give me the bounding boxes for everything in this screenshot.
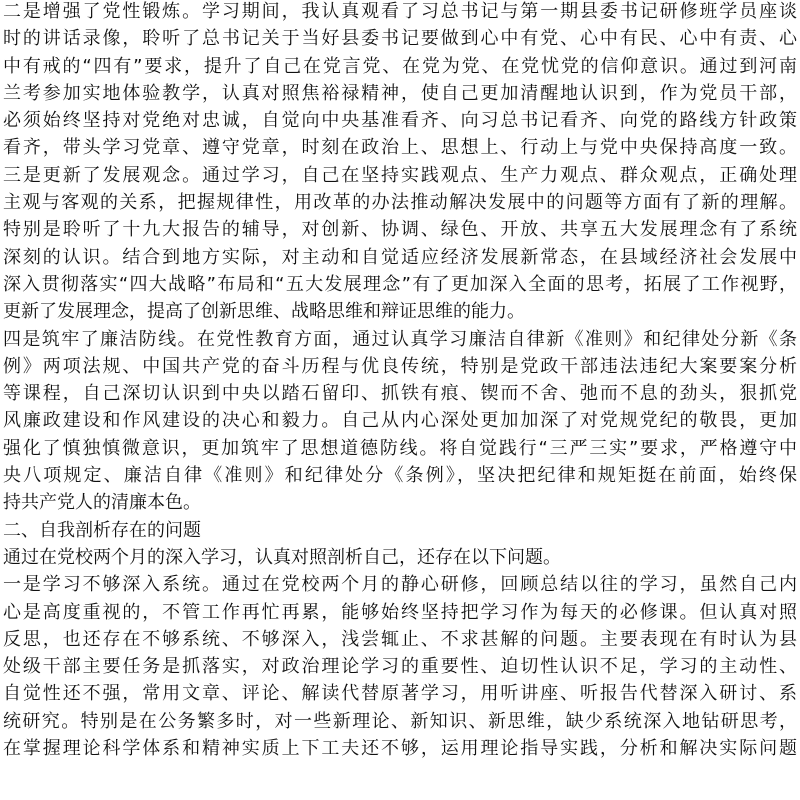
text-line: 自觉性还不强，常用文章、评论、解读代替原著学习，用听讲座、听报告代替深入研讨、系 xyxy=(3,683,797,705)
text-line: 通过在党校两个月的深入学习，认真对照剖析自己，还存在以下问题。 xyxy=(3,546,561,568)
text-line: 统研究。特别是在公务繁多时，对一些新理论、新知识、新思维，缺少系统深入地钻研思考， xyxy=(3,710,797,732)
text-line: 中有戒的“四有”要求，提升了自己在党言党、在党为党、在党忧党的信仰意识。通过到河南 xyxy=(3,55,797,77)
document-text xyxy=(3,0,797,762)
text-line: 兰考参加实地体验教学，认真对照焦裕禄精神，使自己更加清醒地认识到，作为党员干部， xyxy=(3,82,797,104)
text-line: 主观与客观的关系，把握规律性，用改革的办法推动解决发展中的问题等方面有了新的理解。 xyxy=(3,192,797,214)
text-line: 二、自我剖析存在的问题 xyxy=(3,519,201,541)
text-line: 强化了慎独慎微意识，更加筑牢了思想道德防线。将自觉践行“三严三实”要求，严格遵守中 xyxy=(3,437,797,459)
text-line: 看齐，带头学习党章、遵守党章，时刻在政治上、思想上、行动上与党中央保持高度一致。 xyxy=(3,137,797,159)
text-line: 一是学习不够深入系统。通过在党校两个月的静心研修，回顾总结以往的学习，虽然自己内 xyxy=(3,574,797,596)
text-line: 深刻的认识。结合到地方实际，对主动和自觉适应经济发展新常态，在县域经济社会发展中 xyxy=(3,246,797,268)
text-line: 例》两项法规、中国共产党的奋斗历程与优良传统，特别是党政干部违法违纪大案要案分析 xyxy=(3,355,797,377)
text-line: 深入贯彻落实“四大战略”布局和“五大发展理念”有了更加深入全面的思考，拓展了工作视野， xyxy=(3,273,797,295)
text-line: 心是高度重视的，不管工作再忙再累，能够始终坚持把学习作为每天的必修课。但认真对照 xyxy=(3,601,797,623)
text-line: 四是筑牢了廉洁防线。在党性教育方面，通过认真学习廉洁自律新《准则》和纪律处分新《条 xyxy=(3,328,797,350)
text-line: 更新了发展理念，提高了创新思维、战略思维和辩证思维的能力。 xyxy=(3,301,525,323)
text-line: 处级干部主要任务是抓落实，对政治理论学习的重要性、迫切性认识不足，学习的主动性、 xyxy=(3,656,797,678)
text-line: 时的讲话录像，聆听了总书记关于当好县委书记要做到心中有党、心中有民、心中有责、心 xyxy=(3,28,797,50)
text-line: 必须始终坚持对党绝对忠诚，自觉向中央基准看齐、向习总书记看齐、向党的路线方针政策 xyxy=(3,110,797,132)
text-line: 等课程，自己深切认识到中央以踏石留印、抓铁有痕、锲而不舍、弛而不息的劲头，狠抓党 xyxy=(3,383,797,405)
text-line: 反思，也还存在不够系统、不够深入，浅尝辄止、不求甚解的问题。主要表现在有时认为县 xyxy=(3,628,797,650)
text-line: 二是增强了党性锻炼。学习期间，我认真观看了习总书记与第一期县委书记研修班学员座谈 xyxy=(3,1,797,22)
text-line: 风廉政建设和作风建设的决心和毅力。自己从内心深处更加加深了对党规党纪的敬畏，更加 xyxy=(3,410,797,432)
text-line: 持共产党人的清廉本色。 xyxy=(3,492,201,514)
text-line: 三是更新了发展观念。通过学习，自己在坚持实践观点、生产力观点、群众观点，正确处理 xyxy=(3,164,797,186)
text-line: 特别是聆听了十九大报告的辅导，对创新、协调、绿色、开放、共享五大发展理念有了系统 xyxy=(3,219,797,241)
text-line: 在掌握理论科学体系和精神实质上下工夫还不够，运用理论指导实践，分析和解决实际问题 xyxy=(3,738,797,760)
text-line: 央八项规定、廉洁自律《准则》和纪律处分《条例》，坚决把纪律和规矩挺在前面，始终保 xyxy=(3,465,797,487)
